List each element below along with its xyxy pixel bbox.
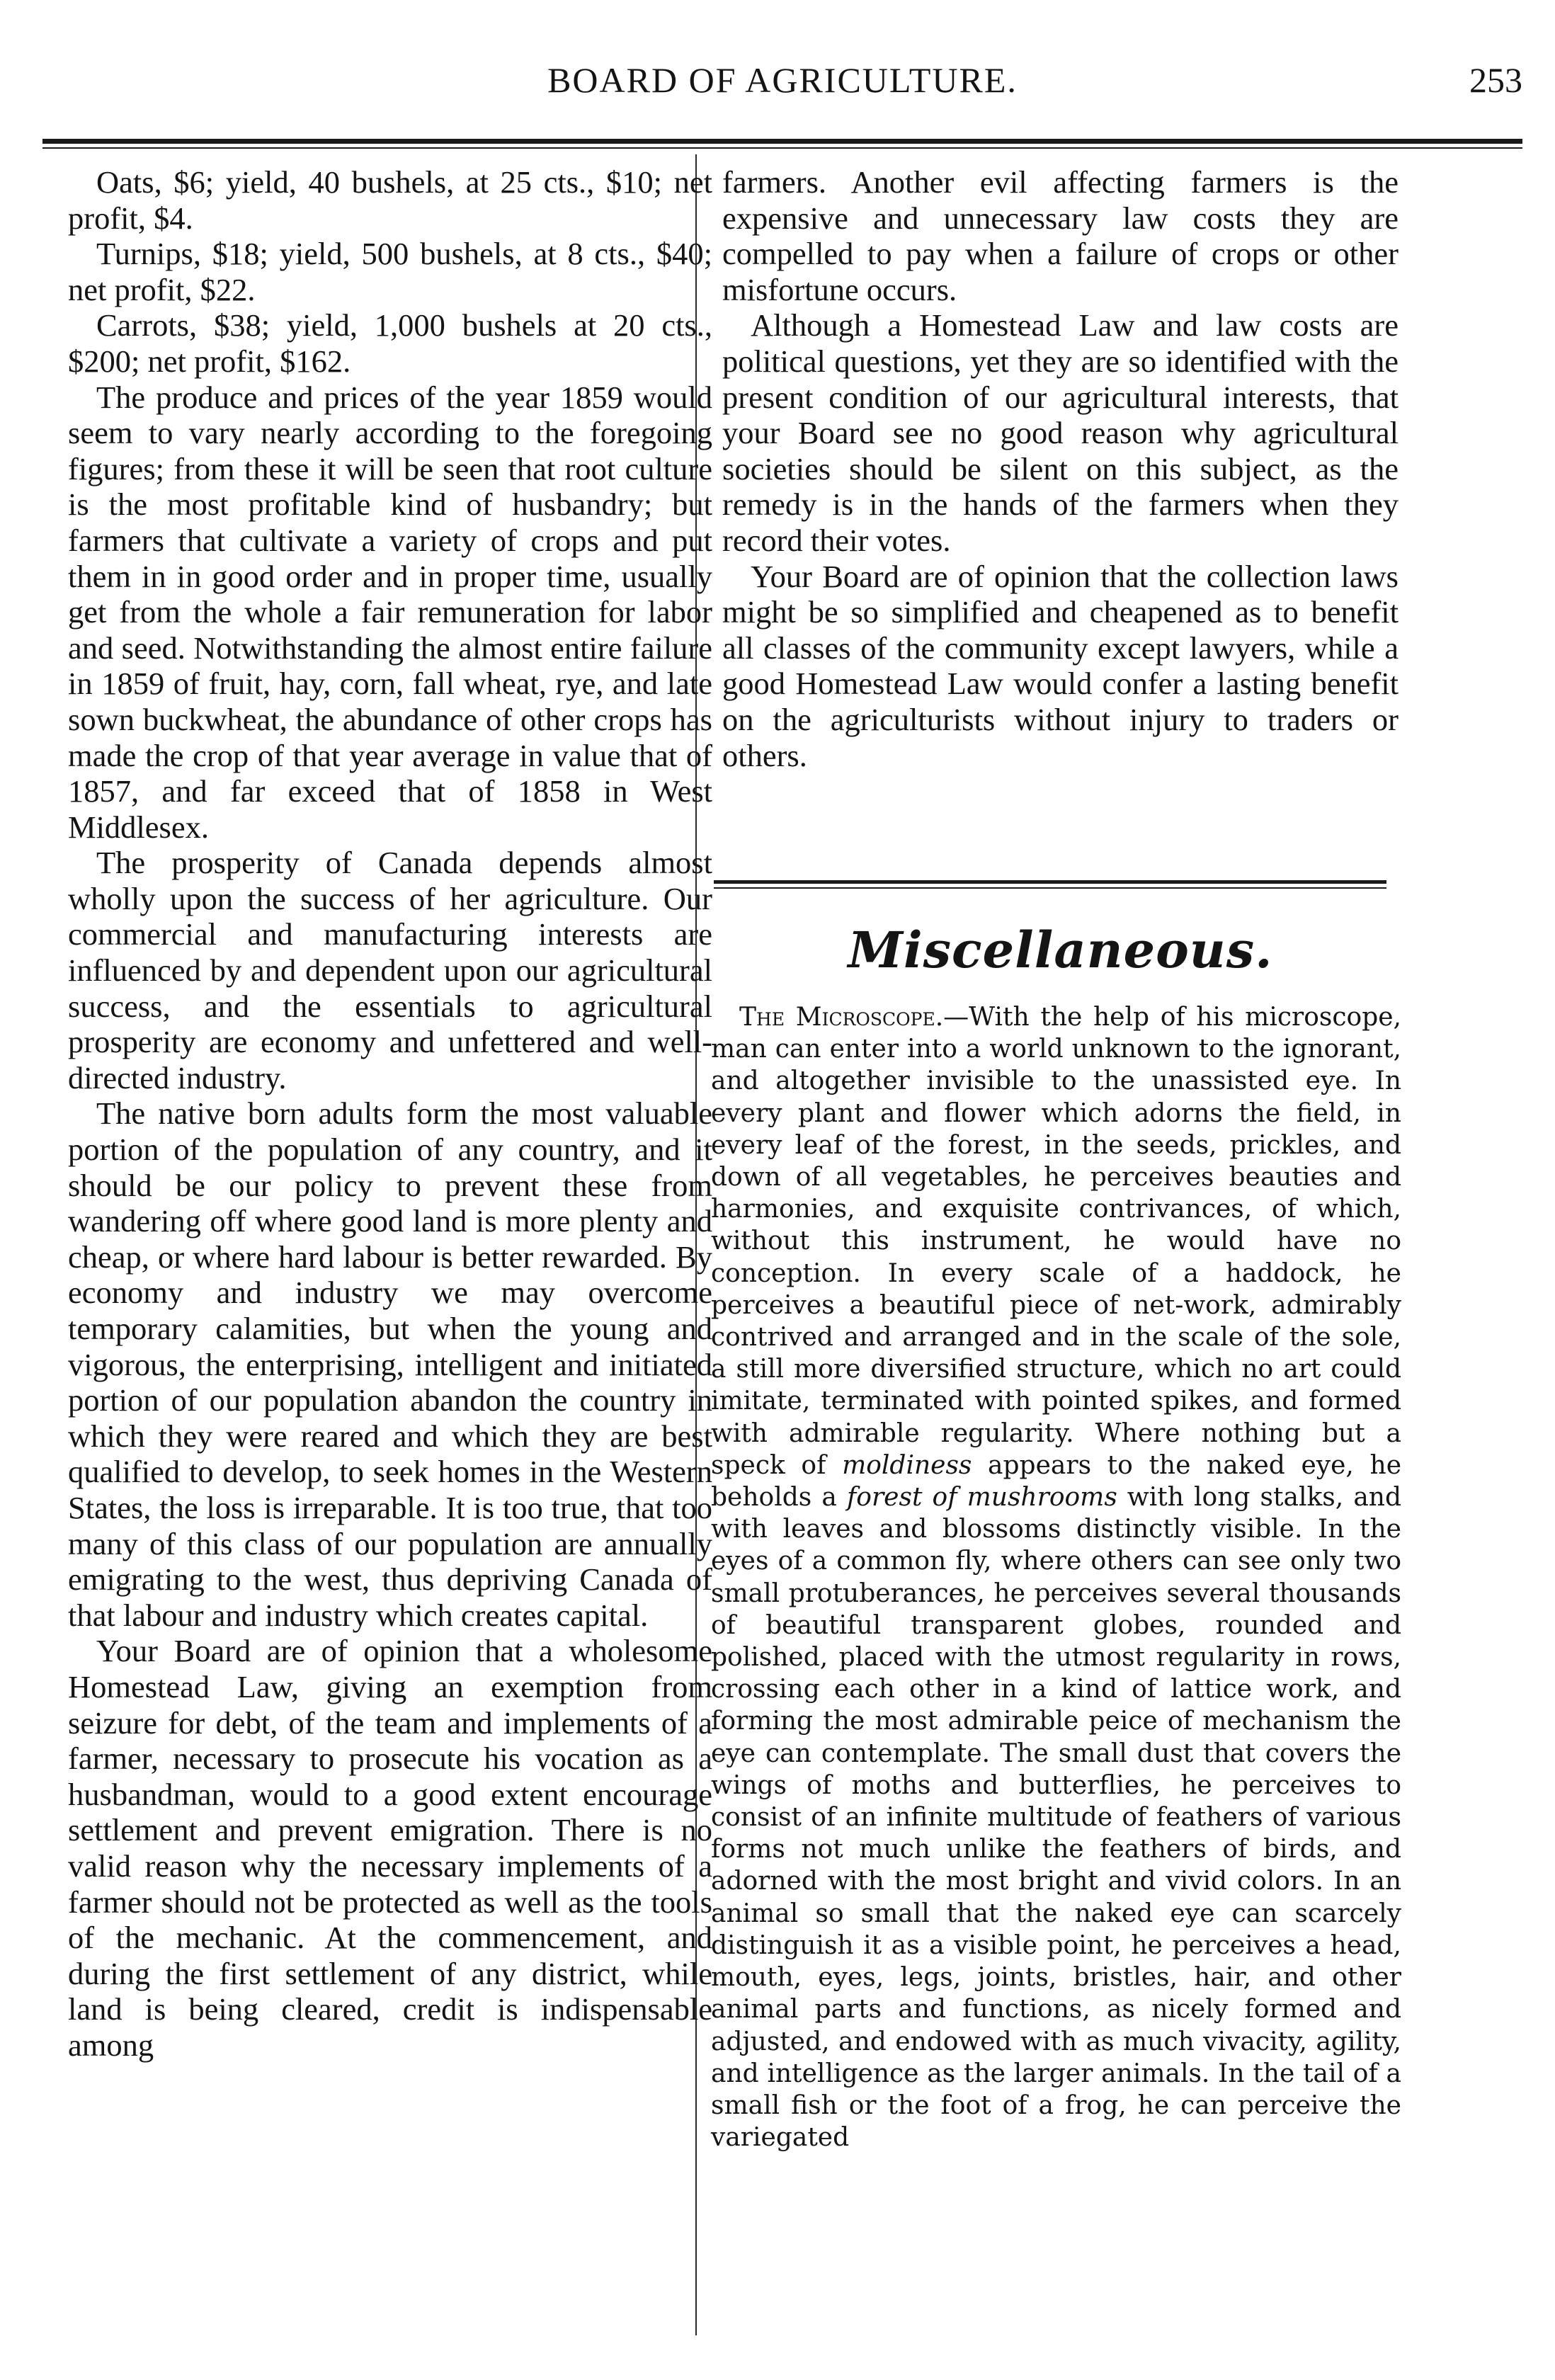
page-number: 253 (1469, 60, 1522, 100)
paragraph: Oats, $6; yield, 40 bushels, at 25 cts., $10; net profit, $4. (68, 164, 712, 236)
paragraph: Your Board are of opinion that the collection laws might be so simplified and cheapened as to benefit all classes of the community except lawyers, while a good Homestead Law would confer a lasting benefit on the agriculturists without injury to traders or others. (722, 558, 1399, 773)
article-paragraph (711, 1001, 1401, 2153)
paragraph: Although a Homestead Law and law costs are political questions, yet they are so identified with the present condition of our agricultural interests, that your Board see no good reason why agricultural societies should be silent on this subject, as the remedy is in the hands of the farmers when they record their votes. (722, 307, 1399, 558)
article-title: The Microscope. (739, 1003, 944, 1032)
section-title: Miscellaneous. (848, 921, 1273, 979)
right-column-top (722, 164, 1399, 773)
article-text: appears to the naked eye, he beholds a (711, 1450, 1401, 1513)
paragraph: Your Board are of opinion that a wholesome Homestead Law, giving an exemption from seizure for debt, of the team and implements of a farmer, necessary to prosecute his vocation as a husbandman, would to a good extent encourage settlement and prevent emigration. There is no valid reason why the necessary implements of a farmer should not be protected as well as the tools of the mechanic. At the commencement, and during the first settlement of any district, while land is being cleared, credit is indispensable among (68, 1633, 712, 2063)
paragraph: farmers. Another evil affecting farmers is the expensive and unnecessary law costs they are compelled to pay when a failure of crops or other misfortune occurs. (722, 164, 1399, 307)
header-rule (42, 139, 1522, 149)
running-head: BOARD OF AGRICULTURE. (547, 60, 1018, 100)
emphasis-forest: forest of mushrooms (846, 1483, 1117, 1513)
paragraph: The produce and prices of the year 1859 would seem to vary nearly according to the foregoing figures; from these it will be seen that root culture is the most profitable kind of husbandry; but farmers that cultivate a variety of crops and put them in in good order and in proper time, usually get from the whole a fair remuneration for labor and seed. Notwithstanding the almost entire failure in 1859 of fruit, hay, corn, fall wheat, rye, and late sown buckwheat, the abundance of other crops has made the crop of that year average in value that of 1857, and far exceed that of 1858 in West Middlesex. (68, 379, 712, 845)
article-text: with long stalks, and with leaves and blossoms distinctly visible. In the eyes of a common fly, where others can see only two small protuberances, he perceives several thousands of beautiful transparent globes, rounded and polished, placed with the utmost regularity in rows, crossing each other in a kind of lattice work, and forming the most admirable peice of mechanism the eye can contemplate. The small dust that covers the wings of moths and butterflies, he perceives to consist of an infinite multitude of feathers of various forms not much unlike the feathers of birds, and adorned with the most bright and vivid colors. In an animal so small that the naked eye can scarcely distinguish it as a visible point, he perceives a head, mouth, eyes, legs, joints, bristles, hair, and other animal parts and functions, as nicely formed and adjusted, and endowed with as much vivacity, agility, and intelligence as the larger animals. In the tail of a small fish or the foot of a frog, he can perceive the variegated (711, 1483, 1402, 2153)
article-text: —With the help of his microscope, man can enter into a world unknown to the ignorant, and altogether invisible to the unassisted eye. In every plant and flower which adorns the field, in every leaf of the forest, in the seeds, prickles, and down of all vegetables, he perceives beauties and harmonies, and exquisite contrivances, of which, without this instrument, he would have no conception. In every scale of a haddock, he perceives a beautiful piece of net-work, admirably contrived and arranged and in the scale of the sole, a still more diversified structure, which no art could imitate, terminated with pointed spikes, and formed with admirable regularity. Where nothing but a speck of (711, 1003, 1401, 1480)
paragraph: Carrots, $38; yield, 1,000 bushels at 20 cts., $200; net profit, $162. (68, 307, 712, 379)
left-column (68, 164, 712, 2063)
paragraph: Turnips, $18; yield, 500 bushels, at 8 cts., $40; net profit, $22. (68, 236, 712, 307)
page-header (42, 59, 1522, 127)
microscope-article (711, 1001, 1401, 2153)
paragraph: The native born adults form the most valuable portion of the population of any country, and it should be our policy to prevent these from wandering off where good land is more plenty and cheap, or where hard labour is better rewarded. By economy and industry we may overcome temporary calamities, but when the young and vigorous, the enterprising, intelligent and initiated portion of our population abandon the country in which they were reared and which they are best qualified to develop, to seek homes in the Western States, the loss is irreparable. It is too true, that too many of this class of our population are annually emigrating to the west, thus depriving Canada of that labour and industry which creates capital. (68, 1095, 712, 1633)
emphasis-moldiness: moldiness (842, 1450, 972, 1480)
paragraph: The prosperity of Canada depends almost wholly upon the success of her agriculture. Our commercial and manufacturing interests are influenced by and dependent upon our agricultural success, and the essentials to agricultural prosperity are economy and unfettered and well-directed industry. (68, 845, 712, 1095)
section-rule (714, 880, 1386, 889)
